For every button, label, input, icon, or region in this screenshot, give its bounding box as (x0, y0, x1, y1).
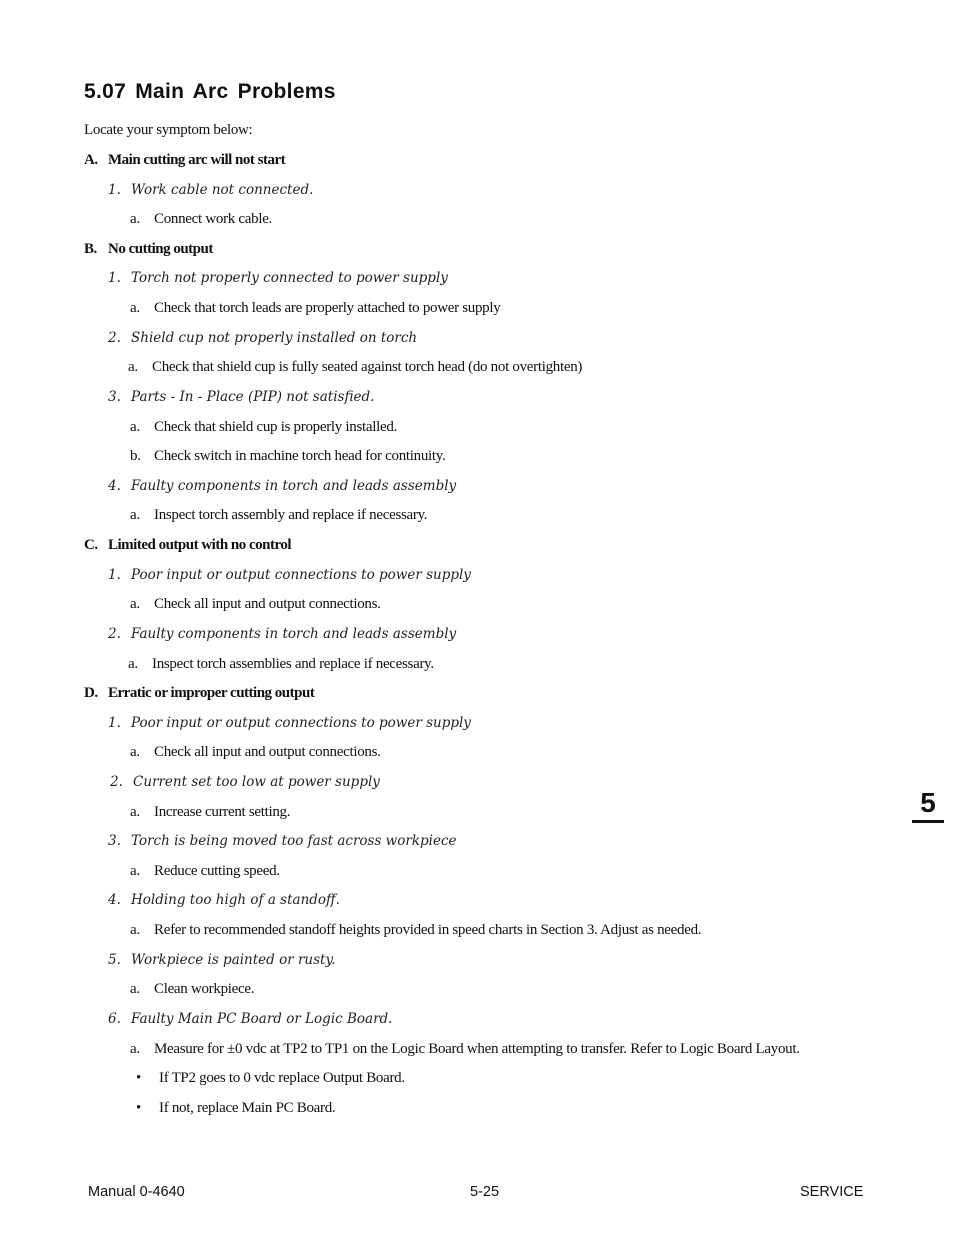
remedy-item (130, 981, 254, 998)
problem-item (108, 389, 374, 405)
bullet-item (136, 1070, 405, 1087)
problem-item (108, 1011, 392, 1027)
remedy-text: Clean workpiece. (154, 981, 255, 997)
remedy-text: Check that shield cup is fully seated against torch head (do not overtighten) (152, 359, 583, 375)
remedy-letter: a. (130, 922, 140, 938)
remedy-letter: a. (130, 211, 140, 227)
bullet-text: If not, replace Main PC Board. (159, 1100, 336, 1116)
item-number: 3. (108, 833, 121, 849)
item-text: Torch is being moved too fast across workpiece (131, 833, 457, 849)
remedy-text: Check all input and output connections. (154, 596, 381, 612)
remedy-letter: a. (130, 300, 140, 316)
remedy-letter: a. (130, 596, 140, 612)
remedy-text: Connect work cable. (154, 211, 273, 227)
item-text: Faulty Main PC Board or Logic Board. (131, 1011, 393, 1027)
bullet-icon: • (136, 1100, 141, 1116)
footer-manual: Manual 0-4640 (88, 1184, 185, 1200)
remedy-item (130, 419, 397, 436)
remedy-item (130, 448, 445, 465)
section-b-heading (84, 241, 213, 258)
remedy-item (128, 359, 582, 376)
remedy-letter: a. (130, 744, 140, 760)
remedy-item (130, 744, 381, 761)
item-number: 2. (108, 626, 121, 642)
item-number: 2. (108, 330, 121, 346)
item-text: Poor input or output connections to power supply (131, 567, 471, 583)
bullet-item (136, 1100, 335, 1117)
remedy-text: Refer to recommended standoff heights provided in speed charts in Section 3. Adjust as needed. (154, 922, 702, 938)
item-text: Work cable not connected. (131, 182, 314, 198)
section-d-heading (84, 685, 314, 702)
remedy-item (130, 211, 272, 228)
item-number: 2. (110, 774, 123, 790)
item-number: 1. (108, 270, 121, 286)
section-c-heading (84, 537, 291, 554)
remedy-text: Check switch in machine torch head for continuity. (154, 448, 446, 464)
item-text: Faulty components in torch and leads assembly (131, 626, 457, 642)
item-text: Current set too low at power supply (133, 774, 380, 790)
problem-item (108, 715, 471, 731)
section-d-label: D. (84, 685, 98, 701)
item-text: Holding too high of a standoff. (131, 892, 340, 908)
remedy-text: Check that torch leads are properly attached to power supply (154, 300, 501, 316)
remedy-letter: a. (130, 981, 140, 997)
footer-page-number: 5-25 (470, 1184, 500, 1200)
remedy-letter: a. (130, 1041, 140, 1057)
remedy-text: Inspect torch assembly and replace if necessary. (154, 507, 428, 523)
item-text: Workpiece is painted or rusty. (131, 952, 336, 968)
remedy-text: Check that shield cup is properly installed. (154, 419, 397, 435)
remedy-letter: a. (128, 656, 138, 672)
item-number: 4. (108, 478, 121, 494)
remedy-item (130, 922, 701, 939)
section-b-label: B. (84, 241, 97, 257)
remedy-item (130, 804, 290, 821)
section-d-text: Erratic or improper cutting output (108, 685, 315, 701)
footer-section: SERVICE (800, 1184, 864, 1200)
item-number: 5. (108, 952, 121, 968)
remedy-letter: a. (130, 863, 140, 879)
remedy-item (130, 863, 280, 880)
remedy-text: Reduce cutting speed. (154, 863, 280, 879)
section-tab-rule (912, 820, 944, 823)
bullet-text: If TP2 goes to 0 vdc replace Output Board. (159, 1070, 405, 1086)
section-tab-number: 5 (920, 787, 936, 818)
item-text: Torch not properly connected to power supply (131, 270, 448, 286)
problem-item (108, 626, 456, 642)
remedy-item (130, 300, 500, 317)
problem-item (108, 270, 448, 286)
remedy-text: Inspect torch assemblies and replace if necessary. (152, 656, 434, 672)
remedy-item (130, 596, 381, 613)
item-number: 1. (108, 715, 121, 731)
item-number: 3. (108, 389, 121, 405)
problem-item (108, 892, 340, 908)
remedy-letter: b. (130, 448, 141, 464)
problem-item (108, 833, 457, 849)
item-number: 1. (108, 182, 121, 198)
section-c-label: C. (84, 537, 98, 553)
item-number: 6. (108, 1011, 121, 1027)
problem-item (108, 182, 313, 198)
problem-item (108, 567, 471, 583)
section-title: 5.07 Main Arc Problems (84, 80, 336, 103)
remedy-letter: a. (130, 804, 140, 820)
remedy-letter: a. (130, 507, 140, 523)
item-text: Parts - In - Place (PIP) not satisfied. (131, 389, 375, 405)
problem-item (110, 774, 380, 790)
bullet-icon: • (136, 1070, 141, 1086)
problem-item (108, 330, 417, 346)
item-text: Shield cup not properly installed on torch (131, 330, 418, 346)
section-c-text: Limited output with no control (108, 537, 292, 553)
section-a-label: A. (84, 152, 98, 168)
remedy-item (128, 656, 434, 673)
item-text: Poor input or output connections to power supply (131, 715, 471, 731)
remedy-text: Increase current setting. (154, 804, 291, 820)
remedy-letter: a. (128, 359, 138, 375)
remedy-item (130, 507, 427, 524)
remedy-text: Check all input and output connections. (154, 744, 381, 760)
problem-item (108, 478, 456, 494)
problem-item (108, 952, 336, 968)
section-b-text: No cutting output (108, 241, 213, 257)
remedy-text: Measure for ±0 vdc at TP2 to TP1 on the Logic Board when attempting to transfer. Refer to Logic Board Layout. (154, 1041, 800, 1057)
intro-text: Locate your symptom below: (84, 122, 253, 138)
remedy-item (130, 1041, 800, 1058)
item-text: Faulty components in torch and leads assembly (131, 478, 457, 494)
section-a-heading (84, 152, 285, 169)
remedy-letter: a. (130, 419, 140, 435)
item-number: 4. (108, 892, 121, 908)
section-a-text: Main cutting arc will not start (108, 152, 286, 168)
item-number: 1. (108, 567, 121, 583)
